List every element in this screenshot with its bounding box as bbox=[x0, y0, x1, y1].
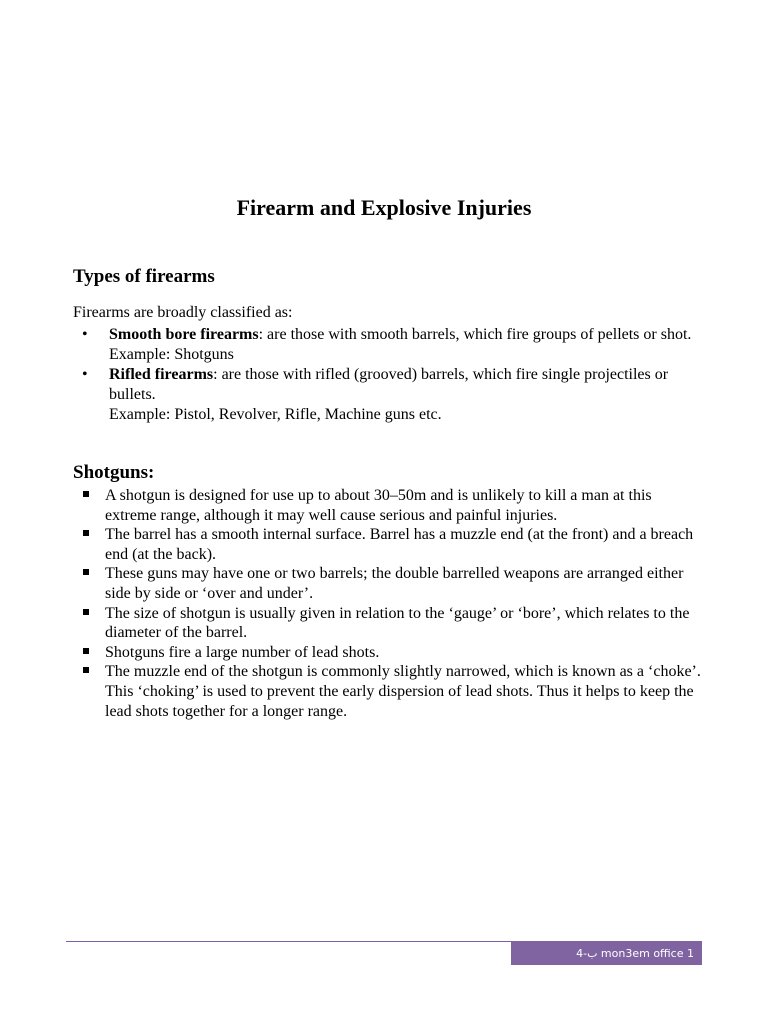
list-item bbox=[73, 325, 693, 365]
types-heading: Types of firearms bbox=[73, 266, 215, 287]
list-item bbox=[73, 365, 693, 425]
term-description: : are those with rifled (grooved) barrels, which fire single projectiles or bullets. bbox=[109, 366, 669, 403]
list-item bbox=[73, 525, 703, 564]
term-description: : are those with smooth barrels, which fire groups of pellets or shot. bbox=[258, 326, 692, 343]
term-example: Example: Pistol, Revolver, Rifle, Machine guns etc. bbox=[109, 406, 442, 423]
square-bullet-icon bbox=[83, 491, 89, 497]
list-item-text: Shotguns fire a large number of lead shots. bbox=[105, 643, 380, 661]
square-bullet-icon bbox=[83, 569, 89, 575]
list-item-text: A shotgun is designed for use up to about 30–50m and is unlikely to kill a man at this extreme range, although it may well cause serious and painful injuries. bbox=[105, 487, 652, 524]
list-item-text: The barrel has a smooth internal surface. Barrel has a muzzle end (at the front) and a breach end (at the back). bbox=[105, 526, 694, 563]
bullet-icon: • bbox=[82, 326, 88, 343]
footer-label: ب-4 mon3em office 1 bbox=[511, 941, 702, 965]
page-title: Firearm and Explosive Injuries bbox=[236, 195, 532, 220]
list-item-text: The muzzle end of the shotgun is commonly slightly narrowed, which is known as a ‘choke’. This ‘choking’ is used to prevent the early dispersion of lead shots. Thus it helps to keep the lead shots together for a longer range. bbox=[105, 663, 701, 720]
list-item bbox=[73, 662, 703, 721]
bullet-icon: • bbox=[82, 366, 88, 383]
list-item bbox=[73, 643, 703, 663]
types-list bbox=[73, 325, 693, 425]
list-item bbox=[73, 486, 703, 525]
shotguns-list bbox=[73, 486, 703, 721]
square-bullet-icon bbox=[83, 609, 89, 615]
list-item-text: The size of shotgun is usually given in relation to the ‘gauge’ or ‘bore’, which relates to the diameter of the barrel. bbox=[105, 604, 690, 642]
list-item-text: These guns may have one or two barrels; the double barrelled weapons are arranged either side by side or ‘over and under’. bbox=[105, 565, 684, 602]
term: Rifled firearms bbox=[109, 366, 214, 383]
square-bullet-icon bbox=[83, 667, 89, 673]
shotguns-heading: Shotguns: bbox=[73, 462, 155, 483]
types-intro: Firearms are broadly classified as: bbox=[73, 304, 293, 321]
list-item bbox=[73, 564, 703, 603]
square-bullet-icon bbox=[83, 530, 89, 536]
square-bullet-icon bbox=[83, 648, 89, 654]
term: Smooth bore firearms bbox=[109, 326, 259, 343]
list-item bbox=[73, 604, 703, 643]
term-example: Example: Shotguns bbox=[109, 346, 234, 363]
